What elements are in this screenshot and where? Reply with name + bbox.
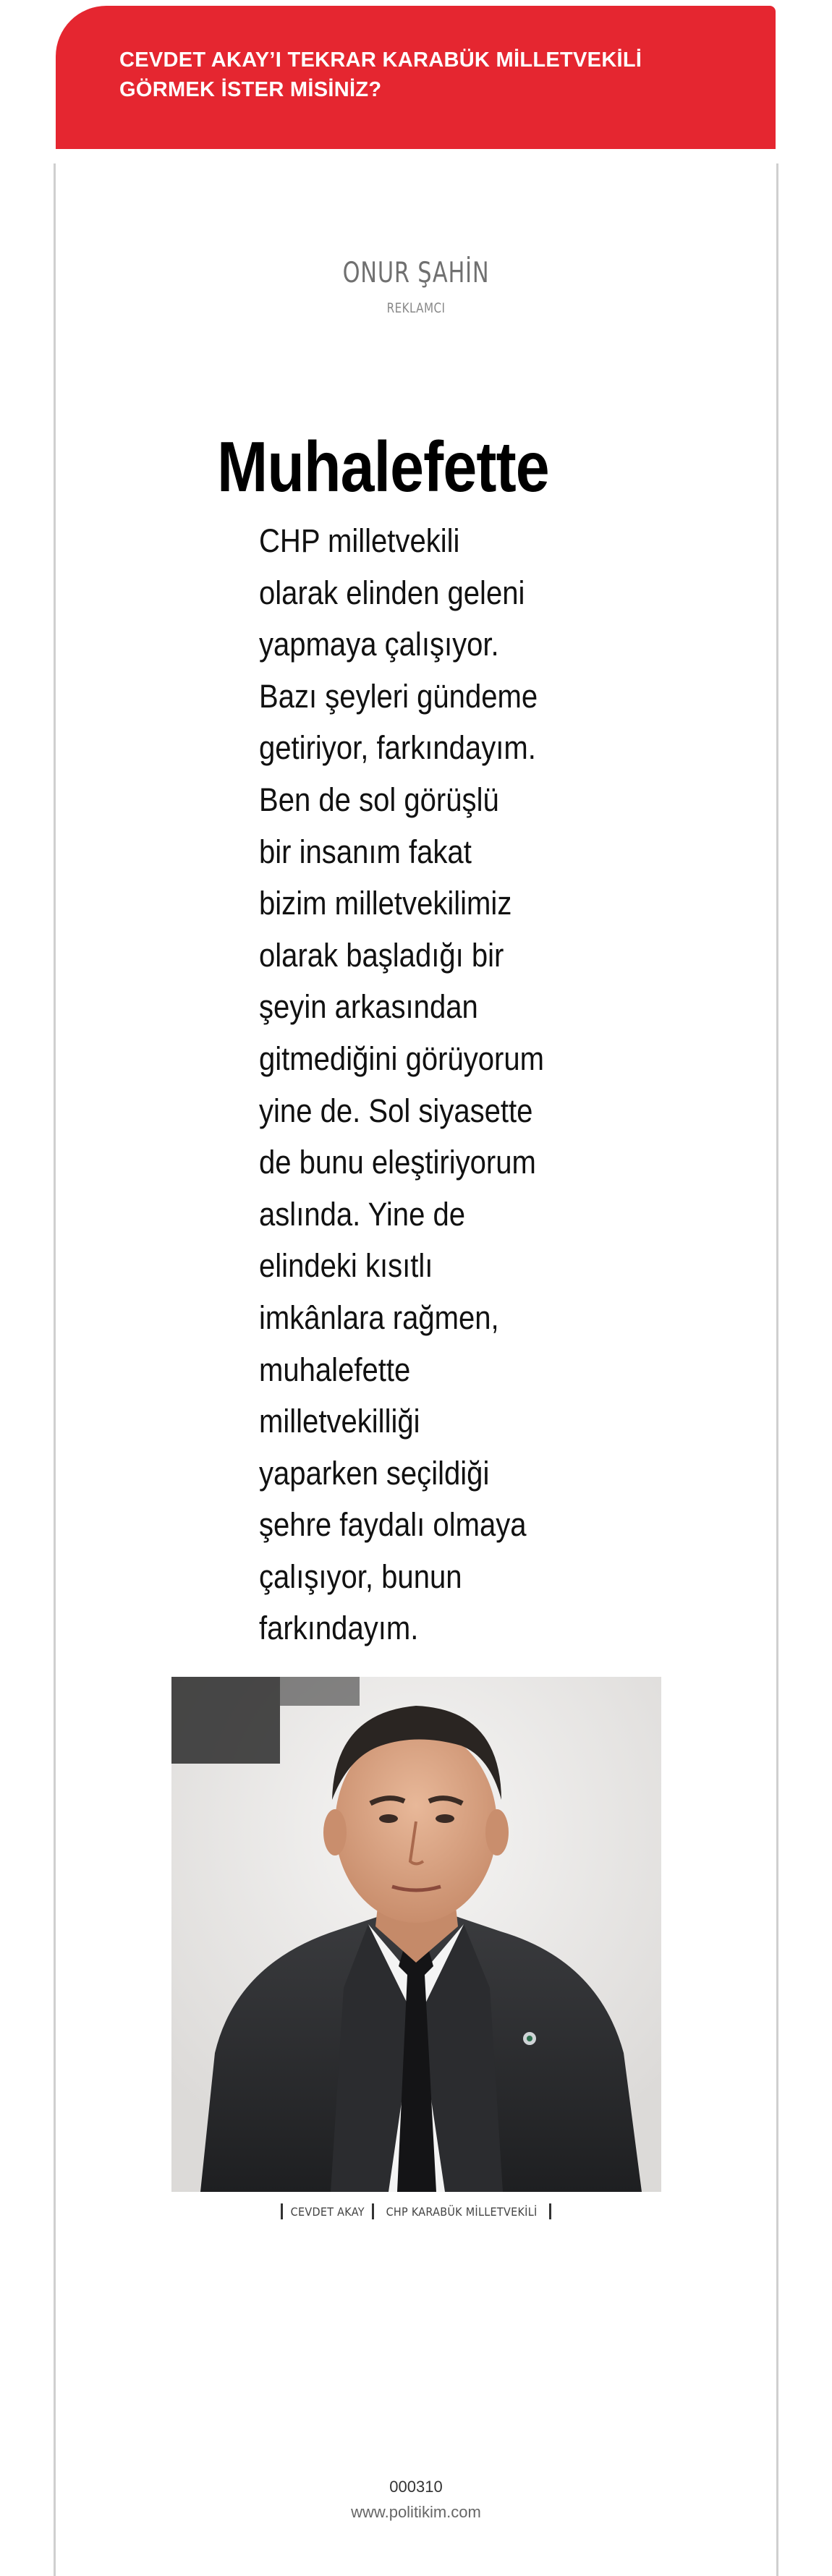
caption-divider bbox=[372, 2203, 374, 2219]
body-line: gitmediğini görüyorum bbox=[259, 1040, 545, 1077]
body-line: aslında. Yine de bbox=[259, 1195, 466, 1233]
body-line: bir insanım fakat bbox=[259, 833, 472, 870]
body-line: olarak başladığı bir bbox=[259, 936, 504, 974]
body-line: Ben de sol görüşlü bbox=[259, 781, 499, 818]
section-heading: Muhalefette bbox=[217, 427, 549, 506]
body-line: elindeki kısıtlı bbox=[259, 1247, 433, 1285]
header-title-line-1: CEVDET AKAY’I TEKRAR KARABÜK MİLLETVEKİLİ bbox=[119, 48, 642, 72]
caption-divider bbox=[281, 2203, 283, 2219]
body-line: imkânlara rağmen, bbox=[259, 1298, 499, 1336]
footer-website: www.politikim.com bbox=[351, 2503, 481, 2521]
body-line: şehre faydalı olmaya bbox=[259, 1506, 527, 1544]
body-line: CHP milletvekili bbox=[259, 522, 460, 559]
caption-divider bbox=[549, 2203, 551, 2219]
body-line: milletvekilliği bbox=[259, 1403, 420, 1440]
portrait-illustration bbox=[171, 1677, 661, 2192]
body-line: şeyin arkasından bbox=[259, 988, 478, 1026]
body-line: çalışıyor, bunun bbox=[259, 1557, 462, 1595]
photo-caption bbox=[0, 2203, 832, 2219]
body-line: yapmaya çalışıyor. bbox=[259, 626, 499, 663]
body-line: Bazı şeyleri gündeme bbox=[259, 677, 538, 715]
caption-name: CEVDET AKAY bbox=[290, 2204, 365, 2219]
body-line: farkındayım. bbox=[259, 1610, 419, 1647]
header-banner bbox=[56, 6, 776, 149]
caption-title: CHP KARABÜK MİLLETVEKİLİ bbox=[386, 2204, 538, 2219]
article-body bbox=[259, 515, 580, 1654]
body-line: yaparken seçildiği bbox=[259, 1454, 490, 1492]
body-line: bizim milletvekilimiz bbox=[259, 885, 512, 922]
body-line: yine de. Sol siyasette bbox=[259, 1092, 533, 1129]
body-line: olarak elinden geleni bbox=[259, 574, 525, 611]
body-line: de bunu eleştiriyorum bbox=[259, 1144, 536, 1181]
body-line: muhalefette bbox=[259, 1351, 411, 1388]
portrait-photo bbox=[171, 1677, 661, 2192]
footer-code: 000310 bbox=[389, 2478, 443, 2496]
header-title-line-2: GÖRMEK İSTER MİSİNİZ? bbox=[119, 78, 382, 101]
body-line: getiriyor, farkındayım. bbox=[259, 729, 536, 767]
author-role: REKLAMCI bbox=[386, 300, 446, 316]
author-name: ONUR ŞAHİN bbox=[342, 257, 490, 289]
